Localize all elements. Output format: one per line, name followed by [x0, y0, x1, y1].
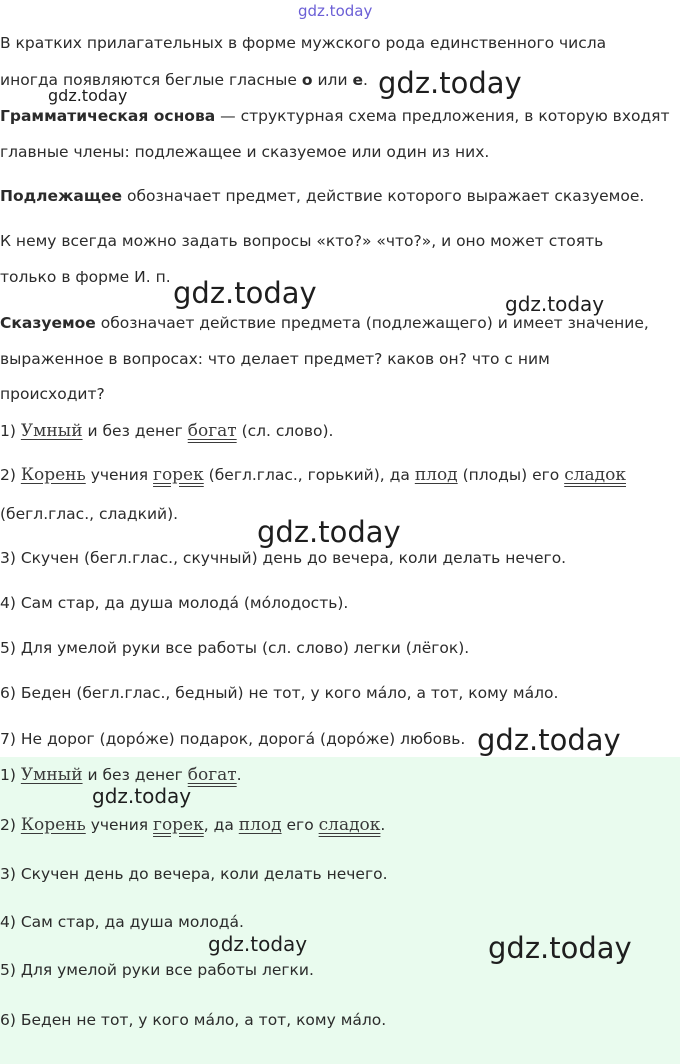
item-7: 7) Не дорог (доро́же) подарок, дорога́ (доро́же) любовь. [0, 730, 466, 748]
item-6: 6) Беден (бегл.глас., бедный) не тот, у кого ма́ло, а тот, кому ма́ло. [0, 684, 559, 702]
subject-line-2: К нему всегда можно задать вопросы «кто?» «что?», и оно может стоять [0, 232, 604, 250]
watermark: gdz.today [488, 931, 632, 965]
watermark-top: gdz.today [298, 2, 373, 20]
item-4: 4) Сам стар, да душа молода́ (мо́лодость). [0, 594, 349, 612]
intro-line-2: иногда появляются беглые гласные о или е. [0, 71, 368, 89]
watermark: gdz.today [505, 292, 605, 316]
green-item-1: 1) Умный и без денег богат. [0, 765, 242, 785]
green-item-3: 3) Скучен день до вечера, коли делать нечего. [0, 865, 388, 883]
item-2: 2) Корень учения горек (бегл.глас., горький), да плод (плоды) его сладок [0, 465, 626, 485]
grammar-line-1: Грамматическая основа — структурная схема предложения, в которую входят [0, 107, 670, 125]
watermark: gdz.today [257, 515, 401, 549]
green-item-5: 5) Для умелой руки все работы легки. [0, 961, 314, 979]
predicate-line-1: Сказуемое обозначает действие предмета (подлежащего) и имеет значение, [0, 314, 649, 332]
item-3: 3) Скучен (бегл.глас., скучный) день до вечера, коли делать нечего. [0, 549, 567, 567]
intro-line-1: В кратких прилагательных в форме мужского рода единственного числа [0, 34, 607, 52]
green-item-2: 2) Корень учения горек, да плод его сладок. [0, 815, 386, 835]
grammar-line-2: главные члены: подлежащее и сказуемое или один из них. [0, 143, 490, 161]
watermark: gdz.today [477, 723, 621, 757]
predicate-line-3: происходит? [0, 385, 105, 403]
item-1: 1) Умный и без денег богат (сл. слово). [0, 421, 334, 441]
predicate-line-2: выраженное в вопросах: что делает предмет? каков он? что с ним [0, 350, 550, 368]
watermark: gdz.today [92, 784, 192, 808]
subject-line-1: Подлежащее обозначает предмет, действие которого выражает сказуемое. [0, 187, 645, 205]
watermark: gdz.today [173, 276, 317, 310]
watermark: gdz.today [48, 86, 128, 105]
green-item-4: 4) Сам стар, да душа молода́. [0, 913, 244, 931]
item-5: 5) Для умелой руки все работы (сл. слово) легки (лёгок). [0, 639, 470, 657]
watermark: gdz.today [378, 66, 522, 100]
green-item-6: 6) Беден не тот, у кого ма́ло, а тот, кому ма́ло. [0, 1011, 387, 1029]
subject-line-3: только в форме И. п. [0, 268, 171, 286]
watermark: gdz.today [208, 932, 308, 956]
item-2-line-2: (бегл.глас., сладкий). [0, 505, 179, 523]
